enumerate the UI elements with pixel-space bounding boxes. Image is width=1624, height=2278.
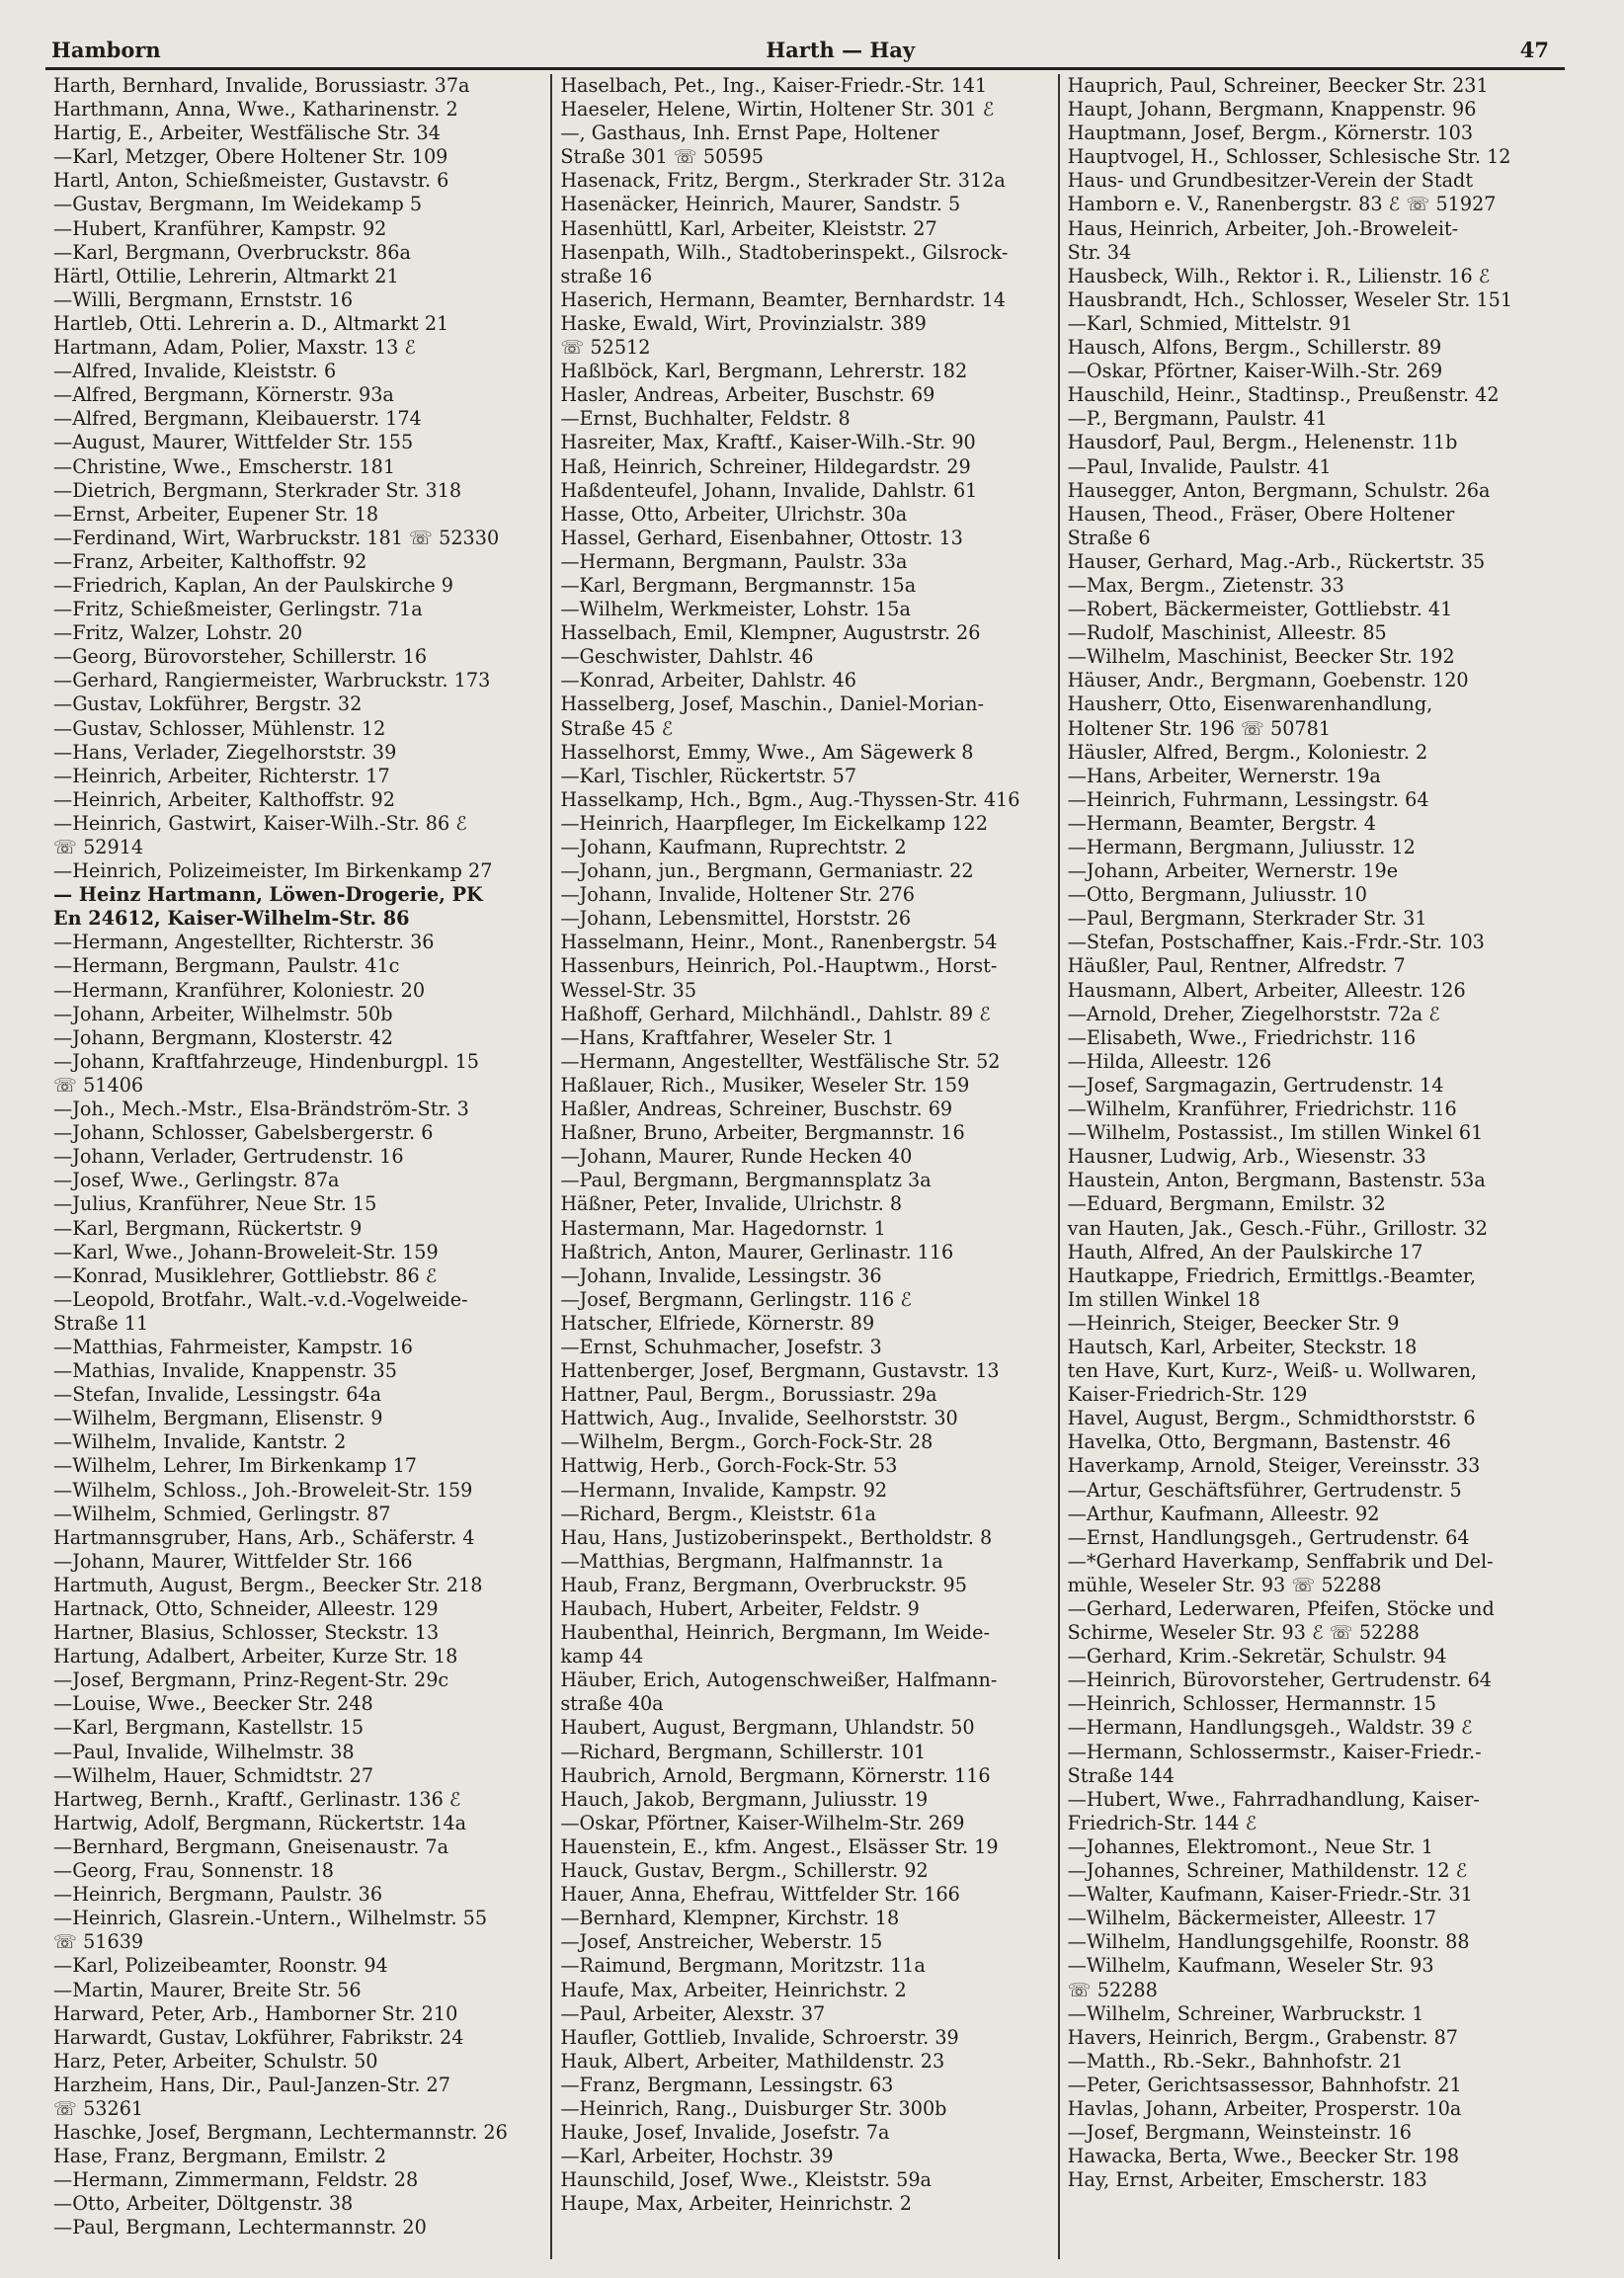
directory-entry-line: Hauke, Josef, Invalide, Josefstr. 7a [560, 2121, 890, 2145]
directory-entry-line: Härtl, Ottilie, Lehrerin, Altmarkt 21 [53, 264, 399, 287]
directory-entry-line: —Johann, Maurer, Runde Hecken 40 [560, 1145, 913, 1169]
directory-entry-line: Haubenthal, Heinrich, Bergmann, Im Weide- [560, 1621, 990, 1645]
directory-entry-line: Hartnack, Otto, Schneider, Alleestr. 129 [53, 1597, 439, 1620]
directory-entry-line: Haus- und Grundbesitzer-Verein der Stadt [1067, 169, 1474, 193]
directory-entry-line: —Hubert, Kranführer, Kampstr. 92 [53, 216, 387, 240]
directory-entry-line: —Heinrich, Bürovorsteher, Gertrudenstr. 64 [1067, 1668, 1492, 1692]
directory-entry-line: Hauth, Alfred, An der Paulskirche 17 [1067, 1240, 1423, 1263]
directory-entry-line: Haßlauer, Rich., Musiker, Weseler Str. 159 [560, 1073, 970, 1097]
directory-entry-line: —Hermann, Angestellter, Richterstr. 36 [53, 931, 435, 954]
directory-entry-line: Str. 34 [1067, 240, 1132, 264]
directory-entry-line: Haßdenteufel, Johann, Invalide, Dahlstr. 61 [560, 478, 978, 502]
page-number: 47 [1519, 38, 1549, 62]
directory-entry-line: —Leopold, Brotfahr., Walt.-v.d.-Vogelweide- [53, 1287, 468, 1311]
directory-entry-line: Hausbeck, Wilh., Rektor i. R., Lilienstr. 16 ℰ [1067, 264, 1491, 287]
directory-entry-line: Häusler, Alfred, Bergm., Koloniestr. 2 [1067, 740, 1428, 764]
directory-entry-line: Haßhoff, Gerhard, Milchhändl., Dahlstr. 89 ℰ [560, 1002, 991, 1025]
directory-entry-line: Hartner, Blasius, Schlosser, Steckstr. 13 [53, 1621, 440, 1645]
directory-entry-line: Havlas, Johann, Arbeiter, Prosperstr. 10a [1067, 2096, 1462, 2120]
directory-entry-line: —Johann, Invalide, Holtener Str. 276 [560, 883, 916, 907]
directory-entry-line: —Wilhelm, Kranführer, Friedrichstr. 116 [1067, 1098, 1457, 1121]
directory-entry-line: Straße 11 [53, 1311, 149, 1335]
directory-entry-line: —Paul, Bergmann, Bergmannsplatz 3a [560, 1169, 932, 1192]
directory-entry-line: Hastermann, Mar. Hagedornstr. 1 [560, 1216, 886, 1240]
directory-entry-line: Häuber, Erich, Autogenschweißer, Halfmann- [560, 1668, 998, 1692]
directory-entry-line: Hartwig, Adolf, Bergmann, Rückertstr. 14a [53, 1811, 467, 1834]
directory-entry-line: —Hermann, Zimmermann, Feldstr. 28 [53, 2168, 419, 2192]
directory-entry-line: Hasselbach, Emil, Klempner, Augustrstr. 26 [560, 621, 981, 645]
directory-entry-line: Hauch, Jakob, Bergmann, Juliusstr. 19 [560, 1787, 929, 1811]
directory-entry-line: —Matthias, Bergmann, Halfmannstr. 1a [560, 1549, 943, 1573]
directory-entry-line: Im stillen Winkel 18 [1067, 1287, 1260, 1311]
directory-entry-line: —Stefan, Postschaffner, Kais.-Frdr.-Str. 103 [1067, 931, 1485, 954]
directory-entry-line: —Paul, Bergmann, Sterkrader Str. 31 [1067, 907, 1427, 931]
directory-entry-line: Hauser, Gerhard, Mag.-Arb., Rückertstr. 35 [1067, 549, 1486, 573]
directory-entry-line: —Johann, Lebensmittel, Horststr. 26 [560, 907, 912, 931]
directory-entry-line: —Johann, Arbeiter, Wernerstr. 19e [1067, 859, 1399, 883]
directory-entry-line: Havelka, Otto, Bergmann, Bastenstr. 46 [1067, 1430, 1451, 1454]
directory-entry-line: —Johannes, Schreiner, Mathildenstr. 12 ℰ [1067, 1859, 1468, 1883]
directory-entry-line: Hartl, Anton, Schießmeister, Gustavstr. 6 [53, 169, 449, 193]
directory-entry-line: —Heinrich, Arbeiter, Kalthoffstr. 92 [53, 787, 395, 811]
directory-entry-line: Haßner, Bruno, Arbeiter, Bergmannstr. 16 [560, 1121, 965, 1145]
directory-entry-line: Hartmann, Adam, Polier, Maxstr. 13 ℰ [53, 336, 417, 360]
directory-entry-line: —Heinrich, Bergmann, Paulstr. 36 [53, 1883, 383, 1907]
directory-entry-line: —Hermann, Invalide, Kampstr. 92 [560, 1478, 888, 1502]
directory-entry-line: —Josef, Anstreicher, Weberstr. 15 [560, 1930, 883, 1954]
directory-entry-line: —Wilhelm, Kaufmann, Weseler Str. 93 [1067, 1954, 1434, 1978]
directory-entry-line: Hautsch, Karl, Arbeiter, Steckstr. 18 [1067, 1335, 1418, 1358]
directory-entry-line: —Hermann, Beamter, Bergstr. 4 [1067, 811, 1377, 835]
directory-entry-line: Hartmannsgruber, Hans, Arb., Schäferstr. 4 [53, 1525, 475, 1549]
directory-entry-line: ☏ 52512 [560, 336, 651, 360]
directory-entry-line: —Johann, Maurer, Wittfelder Str. 166 [53, 1549, 413, 1573]
directory-entry-line: —Heinrich, Fuhrmann, Lessingstr. 64 [1067, 787, 1429, 811]
directory-entry-line: Hasselhorst, Emmy, Wwe., Am Sägewerk 8 [560, 740, 974, 764]
directory-entry-line: —Hermann, Bergmann, Juliusstr. 12 [1067, 836, 1416, 858]
directory-entry-line: —Johann, Kraftfahrzeuge, Hindenburgpl. 15 [53, 1049, 479, 1073]
directory-entry-line: Haeseler, Helene, Wirtin, Holtener Str. 301 ℰ [560, 98, 995, 122]
directory-entry-line: Hatscher, Elfriede, Körnerstr. 89 [560, 1311, 875, 1335]
directory-entry-line: Hattwich, Aug., Invalide, Seelhorststr. 30 [560, 1407, 958, 1430]
directory-entry-line: Straße 6 [1067, 526, 1151, 549]
directory-entry-line: — Heinz Hartmann, Löwen-Drogerie, PK [53, 883, 483, 907]
directory-entry-line: —Peter, Gerichtsassessor, Bahnhofstr. 21 [1067, 2073, 1462, 2096]
directory-entry-line: —Christine, Wwe., Emscherstr. 181 [53, 454, 396, 478]
directory-entry-line: Haubert, August, Bergmann, Uhlandstr. 50 [560, 1716, 975, 1740]
directory-entry-line: Harzheim, Hans, Dir., Paul-Janzen-Str. 27 [53, 2073, 450, 2096]
directory-entry-line: Haubrich, Arnold, Bergmann, Körnerstr. 116 [560, 1763, 991, 1787]
directory-entry-line: Hassel, Gerhard, Eisenbahner, Ottostr. 13 [560, 526, 963, 549]
directory-entry-line: —Alfred, Bergmann, Körnerstr. 93a [53, 383, 394, 407]
directory-entry-line: Straße 144 [1067, 1763, 1176, 1787]
directory-entry-line: —Josef, Sargmagazin, Gertrudenstr. 14 [1067, 1073, 1444, 1097]
directory-entry-line: Haßtrich, Anton, Maurer, Gerlinastr. 116 [560, 1240, 954, 1263]
directory-entry-line: —Louise, Wwe., Beecker Str. 248 [53, 1692, 373, 1716]
directory-entry-line: Hattner, Paul, Bergm., Borussiastr. 29a [560, 1383, 937, 1407]
directory-entry-line: —Arnold, Dreher, Ziegelhorststr. 72a ℰ [1067, 1002, 1440, 1025]
entry-columns [45, 74, 1565, 2259]
directory-entry-line: —Johannes, Elektromont., Neue Str. 1 [1067, 1834, 1433, 1858]
directory-entry-line: Hattwig, Herb., Gorch-Fock-Str. 53 [560, 1454, 898, 1478]
directory-entry-line: Straße 301 ☏ 50595 [560, 145, 764, 169]
directory-entry-line: Hauprich, Paul, Schreiner, Beecker Str. 231 [1067, 74, 1489, 97]
directory-entry-line: Haus, Heinrich, Arbeiter, Joh.-Broweleit- [1067, 216, 1459, 240]
directory-entry-line: Hausch, Alfons, Bergm., Schillerstr. 89 [1067, 336, 1442, 360]
directory-entry-line: —Franz, Bergmann, Lessingstr. 63 [560, 2073, 894, 2096]
directory-entry-line: Hauschild, Heinr., Stadtinsp., Preußenstr. 42 [1067, 383, 1500, 407]
directory-entry-line: —Gerhard, Rangiermeister, Warbruckstr. 173 [53, 669, 491, 692]
directory-entry-line: —Konrad, Musiklehrer, Gottliebstr. 86 ℰ [53, 1263, 438, 1287]
directory-entry-line: —Karl, Bergmann, Rückertstr. 9 [53, 1216, 363, 1240]
directory-entry-line: —*Gerhard Haverkamp, Senffabrik und Del- [1067, 1549, 1494, 1573]
directory-entry-line: —Heinrich, Rang., Duisburger Str. 300b [560, 2096, 947, 2120]
directory-entry-line: —Konrad, Arbeiter, Dahlstr. 46 [560, 669, 857, 692]
directory-entry-line: Haselbach, Pet., Ing., Kaiser-Friedr.-Str. 141 [560, 74, 988, 97]
directory-entry-line: mühle, Weseler Str. 93 ☏ 52288 [1067, 1573, 1382, 1596]
directory-entry-line: Havel, August, Bergm., Schmidthorststr. 6 [1067, 1407, 1476, 1430]
directory-entry-line: Hasse, Otto, Arbeiter, Ulrichstr. 30a [560, 502, 908, 526]
directory-entry-line: —Wilhelm, Bergm., Gorch-Fock-Str. 28 [560, 1430, 934, 1454]
directory-entry-line: —Wilhelm, Werkmeister, Lohstr. 15a [560, 598, 911, 621]
directory-entry-line: —Fritz, Schießmeister, Gerlingstr. 71a [53, 598, 423, 621]
directory-entry-line: —Paul, Bergmann, Lechtermannstr. 20 [53, 2216, 427, 2239]
directory-entry-line: Haßler, Andreas, Schreiner, Buschstr. 69 [560, 1098, 953, 1121]
directory-entry-line: Hauptvogel, H., Schlosser, Schlesische Str. 12 [1067, 145, 1511, 169]
directory-entry-line: Straße 45 ℰ [560, 716, 674, 740]
directory-entry-line: Havers, Heinrich, Bergm., Grabenstr. 87 [1067, 2025, 1459, 2049]
directory-entry-line: —Wilhelm, Bergmann, Elisenstr. 9 [53, 1407, 383, 1430]
directory-entry-line: —Wilhelm, Schreiner, Warbruckstr. 1 [1067, 2001, 1424, 2025]
directory-entry-line: Hauer, Anna, Ehefrau, Wittfelder Str. 166 [560, 1883, 960, 1907]
directory-entry-line: —Ernst, Handlungsgeh., Gertrudenstr. 64 [1067, 1525, 1470, 1549]
directory-entry-line: —Geschwister, Dahlstr. 46 [560, 645, 814, 669]
directory-entry-line: —Hans, Arbeiter, Wernerstr. 19a [1067, 764, 1381, 787]
directory-entry-line: —Karl, Arbeiter, Hochstr. 39 [560, 2145, 834, 2168]
directory-entry-line: —Ferdinand, Wirt, Warbruckstr. 181 ☏ 52330 [53, 526, 500, 549]
directory-entry-line: —Eduard, Bergmann, Emilstr. 32 [1067, 1192, 1386, 1216]
directory-entry-line: —Wilhelm, Schloss., Joh.-Broweleit-Str. 159 [53, 1478, 473, 1502]
directory-entry-line: Hase, Franz, Bergmann, Emilstr. 2 [53, 2145, 387, 2168]
directory-entry-line: Haustein, Anton, Bergmann, Bastenstr. 53a [1067, 1169, 1486, 1192]
header-name-range: Harth — Hay [766, 38, 916, 62]
directory-entry-line: Haßlböck, Karl, Bergmann, Lehrerstr. 182 [560, 360, 968, 383]
directory-entry-line: Haß, Heinrich, Schreiner, Hildegardstr. 29 [560, 454, 971, 478]
directory-entry-line: —Georg, Frau, Sonnenstr. 18 [53, 1859, 334, 1883]
directory-entry-line: —Wilhelm, Hauer, Schmidtstr. 27 [53, 1763, 374, 1787]
column-right [1058, 74, 1565, 2259]
directory-entry-line: —Elisabeth, Wwe., Friedrichstr. 116 [1067, 1025, 1417, 1049]
header-rule [45, 67, 1565, 70]
directory-entry-line: Hausmann, Albert, Arbeiter, Alleestr. 126 [1067, 978, 1466, 1002]
directory-entry-line: Schirme, Weseler Str. 93 ℰ ☏ 52288 [1067, 1621, 1420, 1645]
directory-entry-line: ten Have, Kurt, Kurz-, Weiß- u. Wollwaren, [1067, 1359, 1478, 1383]
directory-entry-line: En 24612, Kaiser-Wilhelm-Str. 86 [53, 907, 410, 931]
directory-entry-line: —Wilhelm, Maschinist, Beecker Str. 192 [1067, 645, 1455, 669]
directory-entry-line: —Johann, Kaufmann, Ruprechtstr. 2 [560, 836, 907, 858]
directory-entry-line: —Hermann, Kranführer, Koloniestr. 20 [53, 978, 426, 1002]
directory-entry-line: —Hermann, Schlossermstr., Kaiser-Friedr.- [1067, 1740, 1482, 1763]
directory-entry-line: —Ernst, Schuhmacher, Josefstr. 3 [560, 1335, 882, 1358]
directory-entry-line: —Heinrich, Haarpfleger, Im Eickelkamp 122 [560, 811, 988, 835]
directory-entry-line: ☏ 52914 [53, 836, 144, 858]
directory-entry-line: Hausner, Ludwig, Arb., Wiesenstr. 33 [1067, 1145, 1426, 1169]
directory-entry-line: Harthmann, Anna, Wwe., Katharinenstr. 2 [53, 98, 458, 122]
directory-entry-line: —Matthias, Fahrmeister, Kampstr. 16 [53, 1335, 413, 1358]
directory-entry-line: Haub, Franz, Bergmann, Overbruckstr. 95 [560, 1573, 967, 1596]
directory-entry-line: Harth, Bernhard, Invalide, Borussiastr. 37a [53, 74, 470, 97]
directory-entry-line: —Willi, Bergmann, Ernststr. 16 [53, 287, 354, 311]
directory-entry-line: —Heinrich, Schlosser, Hermannstr. 15 [1067, 1692, 1437, 1716]
directory-entry-line: —Hubert, Wwe., Fahrradhandlung, Kaiser- [1067, 1787, 1480, 1811]
directory-entry-line: —Max, Bergm., Zietenstr. 33 [1067, 573, 1344, 597]
directory-entry-line: —Hermann, Handlungsgeh., Waldstr. 39 ℰ [1067, 1716, 1473, 1740]
directory-entry-line: —Hilda, Alleestr. 126 [1067, 1049, 1272, 1073]
directory-entry-line: —Heinrich, Steiger, Beecker Str. 9 [1067, 1311, 1400, 1335]
directory-entry-line: Friedrich-Str. 144 ℰ [1067, 1811, 1258, 1834]
directory-entry-line: Hasler, Andreas, Arbeiter, Buschstr. 69 [560, 383, 935, 407]
directory-entry-line: —Hermann, Bergmann, Paulstr. 41c [53, 954, 400, 978]
directory-entry-line: —Gustav, Lokführer, Bergstr. 32 [53, 692, 363, 716]
directory-entry-line: —Heinrich, Glasrein.-Untern., Wilhelmstr. 55 [53, 1907, 488, 1930]
directory-entry-line: —Raimund, Bergmann, Moritzstr. 11a [560, 1954, 926, 1978]
directory-entry-line: —Richard, Bergm., Kleiststr. 61a [560, 1502, 876, 1525]
directory-entry-line: Hausbrandt, Hch., Schlosser, Weseler Str. 151 [1067, 287, 1513, 311]
directory-entry-line: —Wilhelm, Schmied, Gerlingstr. 87 [53, 1502, 391, 1525]
directory-entry-line: —Otto, Arbeiter, Döltgenstr. 38 [53, 2192, 354, 2216]
directory-entry-line: —Gustav, Schlosser, Mühlenstr. 12 [53, 716, 386, 740]
directory-entry-line: kamp 44 [560, 1645, 644, 1668]
directory-entry-line: Hau, Hans, Justizoberinspekt., Bertholdstr. 8 [560, 1525, 993, 1549]
directory-entry-line: —Karl, Tischler, Rückertstr. 57 [560, 764, 857, 787]
directory-entry-line: ☏ 53261 [53, 2096, 144, 2120]
directory-entry-line: —Karl, Bergmann, Overbruckstr. 86a [53, 240, 411, 264]
directory-entry-line: Hartweg, Bernh., Kraftf., Gerlinastr. 136 ℰ [53, 1787, 461, 1811]
directory-entry-line: —Heinrich, Arbeiter, Richterstr. 17 [53, 764, 390, 787]
directory-entry-line: —Karl, Schmied, Mittelstr. 91 [1067, 311, 1353, 335]
directory-entry-line: straße 40a [560, 1692, 664, 1716]
directory-entry-line: —Wilhelm, Lehrer, Im Birkenkamp 17 [53, 1454, 418, 1478]
directory-entry-line: Haverkamp, Arnold, Steiger, Vereinsstr. 33 [1067, 1454, 1481, 1478]
directory-entry-line: —Ernst, Buchhalter, Feldstr. 8 [560, 407, 851, 431]
directory-entry-line: Häßner, Peter, Invalide, Ulrichstr. 8 [560, 1192, 903, 1216]
directory-entry-line: Hasreiter, Max, Kraftf., Kaiser-Wilh.-Str. 90 [560, 431, 976, 454]
directory-entry-line: —Josef, Wwe., Gerlingstr. 87a [53, 1169, 340, 1192]
directory-entry-line: Haupe, Max, Arbeiter, Heinrichstr. 2 [560, 2192, 912, 2216]
directory-entry-line: Hassenburs, Heinrich, Pol.-Hauptwm., Horst- [560, 954, 998, 978]
directory-entry-line: —Paul, Arbeiter, Alexstr. 37 [560, 2001, 826, 2025]
directory-entry-line: —Robert, Bäckermeister, Gottliebstr. 41 [1067, 598, 1453, 621]
directory-entry-line: ☏ 52288 [1067, 1978, 1158, 2001]
directory-entry-line: —Bernhard, Bergmann, Gneisenaustr. 7a [53, 1834, 449, 1858]
directory-entry-line: —Joh., Mech.-Mstr., Elsa-Brändström-Str. 3 [53, 1098, 469, 1121]
directory-entry-line: —Heinrich, Polizeimeister, Im Birkenkamp 27 [53, 859, 493, 883]
directory-entry-line: Haubach, Hubert, Arbeiter, Feldstr. 9 [560, 1597, 920, 1620]
directory-entry-line: —Oskar, Pförtner, Kaiser-Wilhelm-Str. 269 [560, 1811, 965, 1834]
directory-entry-line: —Johann, Schlosser, Gabelsbergerstr. 6 [53, 1121, 434, 1145]
directory-entry-line: Haserich, Hermann, Beamter, Bernhardstr. 14 [560, 287, 1007, 311]
directory-entry-line: —Wilhelm, Invalide, Kantstr. 2 [53, 1430, 347, 1454]
directory-entry-line: —Hans, Verlader, Ziegelhorststr. 39 [53, 740, 397, 764]
directory-entry-line: —Gustav, Bergmann, Im Weidekamp 5 [53, 193, 423, 216]
directory-entry-line: Hasenack, Fritz, Bergm., Sterkrader Str. 312a [560, 169, 1006, 193]
directory-entry-line: —Karl, Bergmann, Kastellstr. 15 [53, 1716, 365, 1740]
directory-entry-line: —Gerhard, Krim.-Sekretär, Schulstr. 94 [1067, 1645, 1447, 1668]
directory-entry-line: —Karl, Bergmann, Bergmannstr. 15a [560, 573, 917, 597]
directory-entry-line: Hasenäcker, Heinrich, Maurer, Sandstr. 5 [560, 193, 961, 216]
directory-entry-line: —Dietrich, Bergmann, Sterkrader Str. 318 [53, 478, 462, 502]
directory-entry-line: —Otto, Bergmann, Juliusstr. 10 [1067, 883, 1367, 907]
directory-entry-line: Hauenstein, E., kfm. Angest., Elsässer Str. 19 [560, 1834, 999, 1858]
directory-entry-line: —Ernst, Arbeiter, Eupener Str. 18 [53, 502, 379, 526]
directory-entry-line: —Walter, Kaufmann, Kaiser-Friedr.-Str. 31 [1067, 1883, 1473, 1907]
directory-entry-line: —Hermann, Bergmann, Paulstr. 33a [560, 549, 908, 573]
directory-entry-line: —Hans, Kraftfahrer, Weseler Str. 1 [560, 1025, 895, 1049]
directory-entry-line: —Wilhelm, Postassist., Im stillen Winkel 61 [1067, 1121, 1484, 1145]
directory-entry-line: Hasselberg, Josef, Maschin., Daniel-Morian- [560, 692, 984, 716]
directory-entry-line: Hawacka, Berta, Wwe., Beecker Str. 198 [1067, 2145, 1460, 2168]
directory-entry-line: —Georg, Bürovorsteher, Schillerstr. 16 [53, 645, 428, 669]
directory-entry-line: —Gerhard, Lederwaren, Pfeifen, Stöcke und [1067, 1597, 1495, 1620]
directory-entry-line: Hauck, Gustav, Bergm., Schillerstr. 92 [560, 1859, 929, 1883]
directory-entry-line: —August, Maurer, Wittfelder Str. 155 [53, 431, 414, 454]
directory-entry-line: —Fritz, Walzer, Lohstr. 20 [53, 621, 303, 645]
directory-entry-line: Holtener Str. 196 ☏ 50781 [1067, 716, 1332, 740]
directory-entry-line: Hausen, Theod., Fräser, Obere Holtener [1067, 502, 1455, 526]
directory-entry-line: Kaiser-Friedrich-Str. 129 [1067, 1383, 1308, 1407]
directory-entry-line: —Johann, Arbeiter, Wilhelmstr. 50b [53, 1002, 393, 1025]
directory-entry-line: Hattenberger, Josef, Bergmann, Gustavstr. 13 [560, 1359, 1000, 1383]
directory-entry-line: —Karl, Wwe., Johann-Broweleit-Str. 159 [53, 1240, 439, 1263]
directory-entry-line: —Arthur, Kaufmann, Alleestr. 92 [1067, 1502, 1380, 1525]
directory-entry-line: —Alfred, Invalide, Kleiststr. 6 [53, 360, 337, 383]
directory-entry-line: Hasselkamp, Hch., Bgm., Aug.-Thyssen-Str. 416 [560, 787, 1020, 811]
directory-entry-line: —Johann, Bergmann, Klosterstr. 42 [53, 1025, 393, 1049]
directory-entry-line: —Alfred, Bergmann, Kleibauerstr. 174 [53, 407, 422, 431]
directory-entry-line: ☏ 51406 [53, 1073, 144, 1097]
directory-entry-line: —Bernhard, Klempner, Kirchstr. 18 [560, 1907, 900, 1930]
directory-entry-line: Hausegger, Anton, Bergmann, Schulstr. 26a [1067, 478, 1491, 502]
column-left [45, 74, 550, 2259]
directory-entry-line: —, Gasthaus, Inh. Ernst Pape, Holtener [560, 122, 939, 145]
directory-entry-line: Hausherr, Otto, Eisenwarenhandlung, [1067, 692, 1433, 716]
directory-entry-line: ☏ 51639 [53, 1930, 144, 1954]
column-middle [550, 74, 1057, 2259]
directory-entry-line: —Johann, Verlader, Gertrudenstr. 16 [53, 1145, 404, 1169]
directory-entry-line: Haupt, Johann, Bergmann, Knappenstr. 96 [1067, 98, 1477, 122]
directory-entry-line: Hartig, E., Arbeiter, Westfälische Str. 34 [53, 122, 441, 145]
directory-entry-line: Harz, Peter, Arbeiter, Schulstr. 50 [53, 2049, 378, 2073]
directory-entry-line: —P., Bergmann, Paulstr. 41 [1067, 407, 1328, 431]
directory-entry-line: straße 16 [560, 264, 653, 287]
directory-entry-line: —Karl, Metzger, Obere Holtener Str. 109 [53, 145, 448, 169]
directory-entry-line: —Josef, Bergmann, Prinz-Regent-Str. 29c [53, 1668, 449, 1692]
directory-entry-line: —Paul, Invalide, Wilhelmstr. 38 [53, 1740, 355, 1763]
directory-entry-line: —Oskar, Pförtner, Kaiser-Wilh.-Str. 269 [1067, 360, 1443, 383]
directory-entry-line: —Franz, Arbeiter, Kalthoffstr. 92 [53, 549, 367, 573]
directory-entry-line: —Johann, Invalide, Lessingstr. 36 [560, 1263, 882, 1287]
directory-entry-line: Hamborn e. V., Ranenbergstr. 83 ℰ ☏ 51927 [1067, 193, 1497, 216]
directory-entry-line: Haunschild, Josef, Wwe., Kleiststr. 59a [560, 2168, 932, 2192]
page-header [45, 38, 1565, 63]
directory-entry-line: —Heinrich, Gastwirt, Kaiser-Wilh.-Str. 86 ℰ [53, 811, 467, 835]
directory-entry-line: —Richard, Bergmann, Schillerstr. 101 [560, 1740, 927, 1763]
directory-entry-line: —Karl, Polizeibeamter, Roonstr. 94 [53, 1954, 388, 1978]
directory-entry-line: —Friedrich, Kaplan, An der Paulskirche 9 [53, 573, 453, 597]
directory-entry-line: Hauptmann, Josef, Bergm., Körnerstr. 103 [1067, 122, 1474, 145]
directory-entry-line: —Artur, Geschäftsführer, Gertrudenstr. 5 [1067, 1478, 1462, 1502]
directory-entry-line: —Johann, jun., Bergmann, Germaniastr. 22 [560, 859, 974, 883]
directory-entry-line: Hartmuth, August, Bergm., Beecker Str. 218 [53, 1573, 483, 1596]
directory-entry-line: —Hermann, Angestellter, Westfälische Str. 52 [560, 1049, 1001, 1073]
directory-entry-line: Hartleb, Otti. Lehrerin a. D., Altmarkt 21 [53, 311, 449, 335]
directory-entry-line: —Paul, Invalide, Paulstr. 41 [1067, 454, 1332, 478]
directory-entry-line: van Hauten, Jak., Gesch.-Führ., Grillostr. 32 [1067, 1216, 1488, 1240]
directory-entry-line: —Martin, Maurer, Breite Str. 56 [53, 1978, 362, 2001]
directory-entry-line: Hausdorf, Paul, Bergm., Helenenstr. 11b [1067, 431, 1458, 454]
directory-entry-line: —Matth., Rb.-Sekr., Bahnhofstr. 21 [1067, 2049, 1404, 2073]
directory-entry-line: —Josef, Bergmann, Gerlingstr. 116 ℰ [560, 1287, 912, 1311]
directory-entry-line: —Rudolf, Maschinist, Alleestr. 85 [1067, 621, 1387, 645]
directory-entry-line: Häuser, Andr., Bergmann, Goebenstr. 120 [1067, 669, 1469, 692]
directory-entry-line: Wessel-Str. 35 [560, 978, 697, 1002]
directory-entry-line: Hauk, Albert, Arbeiter, Mathildenstr. 23 [560, 2049, 945, 2073]
directory-entry-line: —Stefan, Invalide, Lessingstr. 64a [53, 1383, 382, 1407]
directory-entry-line: Harwardt, Gustav, Lokführer, Fabrikstr. 24 [53, 2025, 464, 2049]
directory-entry-line: Hautkappe, Friedrich, Ermittlgs.-Beamter, [1067, 1263, 1477, 1287]
directory-entry-line: Harward, Peter, Arb., Hamborner Str. 210 [53, 2001, 458, 2025]
directory-entry-line: —Julius, Kranführer, Neue Str. 15 [53, 1192, 377, 1216]
header-location: Hamborn [51, 38, 161, 62]
directory-entry-line: Hasenpath, Wilh., Stadtoberinspekt., Gilsrock- [560, 240, 1009, 264]
directory-entry-line: Haske, Ewald, Wirt, Provinzialstr. 389 [560, 311, 927, 335]
directory-entry-line: Hasenhüttl, Karl, Arbeiter, Kleiststr. 27 [560, 216, 937, 240]
directory-entry-line: —Wilhelm, Handlungsgehilfe, Roonstr. 88 [1067, 1930, 1470, 1954]
directory-entry-line: Haufler, Gottlieb, Invalide, Schroerstr. 39 [560, 2025, 959, 2049]
directory-entry-line: —Wilhelm, Bäckermeister, Alleestr. 17 [1067, 1907, 1437, 1930]
directory-entry-line: Hartung, Adalbert, Arbeiter, Kurze Str. 18 [53, 1645, 458, 1668]
directory-entry-line: Haufe, Max, Arbeiter, Heinrichstr. 2 [560, 1978, 907, 2001]
directory-entry-line: —Josef, Bergmann, Weinsteinstr. 16 [1067, 2121, 1413, 2145]
directory-entry-line: Hasselmann, Heinr., Mont., Ranenbergstr. 54 [560, 931, 998, 954]
directory-entry-line: Hay, Ernst, Arbeiter, Emscherstr. 183 [1067, 2168, 1427, 2192]
directory-entry-line: Häußler, Paul, Rentner, Alfredstr. 7 [1067, 954, 1406, 978]
directory-entry-line: Haschke, Josef, Bergmann, Lechtermannstr. 26 [53, 2121, 508, 2145]
directory-entry-line: —Mathias, Invalide, Knappenstr. 35 [53, 1359, 397, 1383]
